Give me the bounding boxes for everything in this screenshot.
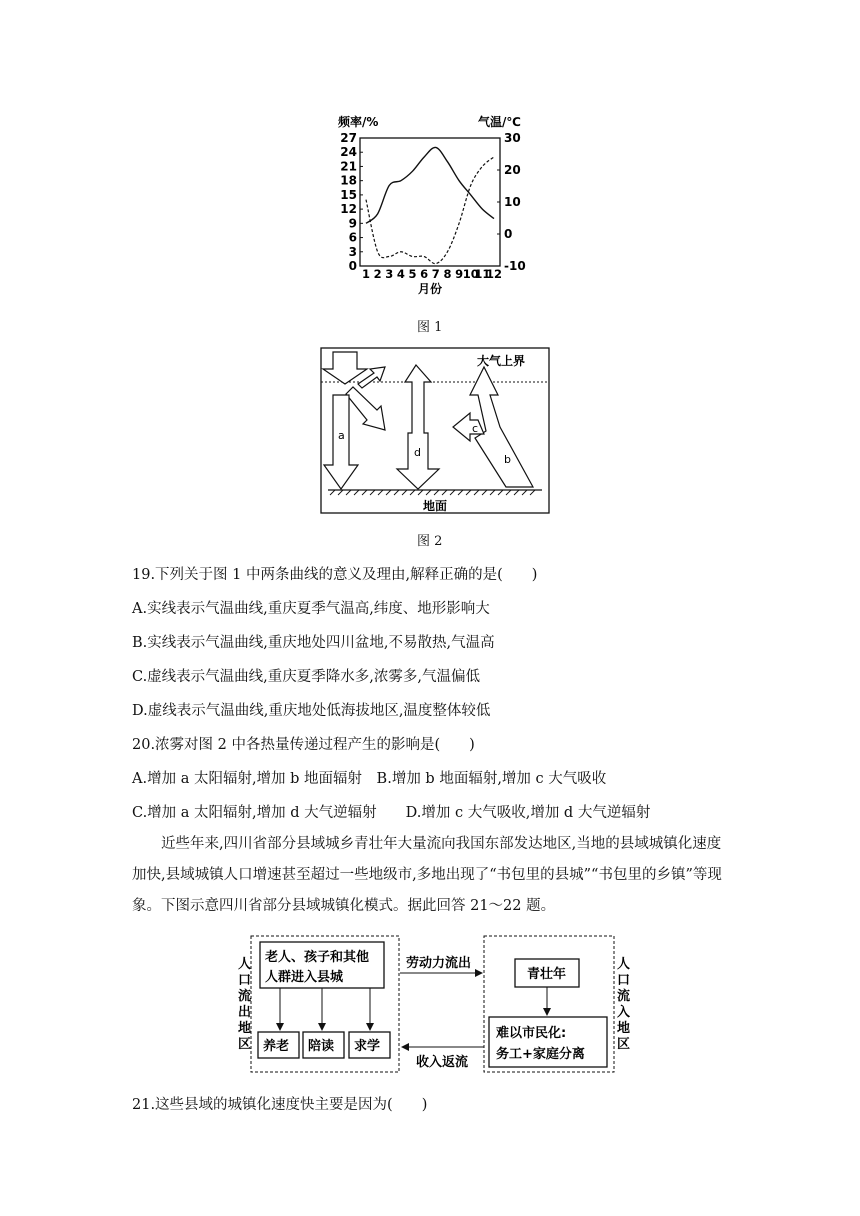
x-tick-label: 4: [396, 267, 405, 281]
right-axis-label: 气温/℃: [478, 115, 521, 129]
figure2-diagram: [320, 347, 550, 515]
atmosphere-top-label: 大气上界: [477, 354, 526, 368]
inflow-region-label: [617, 957, 630, 1052]
left-tick-label: 0: [348, 259, 357, 273]
left-tick-label: 18: [340, 173, 357, 188]
vertical-char: 地: [617, 1021, 631, 1036]
x-tick-label: 3: [385, 267, 394, 281]
x-tick-label: 2: [373, 267, 382, 281]
x-tick-label: 8: [443, 267, 452, 281]
left-axis-label: 频率/%: [338, 115, 379, 129]
ground-label: 地面: [423, 499, 448, 513]
elderly-children-line2: 人群进入县城: [265, 970, 344, 985]
elderly-care-label: 养老: [263, 1039, 290, 1054]
x-tick-label: 10: [462, 267, 479, 281]
plot-frame: [360, 138, 500, 266]
passage-text: 近些年来,四川省部分县域城乡青壮年大量流向我国东部发达地区,当地的县域城镇化速度加快,县域城镇人口增速甚至超过一些地级市,多地出现了“书包里的县城”“书包里的乡镇”等现象。下图示意四川省部分县域城镇化模式。据此回答 21～22 题。: [132, 836, 722, 914]
q19-option-b: B.实线表示气温曲线,重庆地处四川盆地,不易散热,气温高: [132, 635, 495, 651]
svg-text:人口流出地区: [238, 957, 251, 1052]
left-tick-label: 3: [348, 244, 357, 259]
vertical-char: 流: [238, 989, 252, 1004]
youth-label: 青壮年: [527, 967, 567, 982]
arrow-b-label: b: [504, 453, 511, 466]
arrow-d-atmospheric-counter-radiation: [397, 365, 439, 489]
income-return-label: 收入返流: [416, 1055, 469, 1070]
x-axis-label: 月份: [418, 282, 443, 296]
left-tick-label: 15: [340, 187, 357, 202]
arrow-c-label: c: [472, 422, 479, 435]
q21-stem: 21.这些县域的城镇化速度快主要是因为( ): [132, 1097, 428, 1113]
left-tick-label: 21: [340, 159, 357, 174]
left-tick-label: 12: [340, 202, 357, 217]
right-tick-label: 20: [504, 163, 521, 177]
q20-stem: 20.浓雾对图 2 中各热量传递过程产生的影响是( ): [132, 737, 475, 753]
q20-options-cd: C.增加 a 太阳辐射,增加 d 大气逆辐射 D.增加 c 大气吸收,增加 d 大气逆辐射: [132, 805, 651, 821]
city-integration-line2: 务工+家庭分离: [496, 1047, 585, 1062]
x-tick-label: 12: [485, 267, 503, 281]
q20-options-ab: A.增加 a 太阳辐射,增加 b 地面辐射 B.增加 b 地面辐射,增加 c 大气吸收: [132, 771, 607, 787]
figure2-caption: 图 2: [417, 534, 443, 549]
right-tick-label: -10: [504, 259, 526, 273]
left-tick-label: 24: [340, 145, 357, 160]
figure3-diagram: [220, 932, 640, 1080]
right-tick-label: 30: [504, 131, 521, 145]
solid-curve: [366, 147, 494, 223]
study-accompany-label: 陪读: [308, 1039, 335, 1054]
left-tick-label: 6: [348, 230, 357, 245]
schooling-label: 求学: [354, 1039, 381, 1054]
vertical-char: 区: [238, 1037, 252, 1052]
vertical-char: 人: [617, 957, 631, 972]
x-tick-label: 6: [420, 267, 429, 281]
vertical-char: 区: [617, 1037, 631, 1052]
arrow-d-label: d: [414, 446, 421, 459]
figure1-caption: 图 1: [417, 320, 443, 335]
city-integration-line1: 难以市民化:: [496, 1026, 567, 1041]
ground-hatch: [330, 490, 535, 495]
right-tick-label: 10: [504, 195, 521, 209]
dashed-curve: [366, 157, 494, 264]
labor-outflow-label: 劳动力流出: [406, 956, 472, 971]
x-tick-label: 11: [474, 267, 491, 281]
elderly-children-line1: 老人、孩子和其他: [265, 950, 370, 965]
scattered-arrow: [346, 387, 385, 430]
arrow-a-solar-radiation: [324, 395, 358, 489]
incoming-solar-arrow: [323, 352, 367, 384]
x-tick-label: 9: [455, 267, 464, 281]
x-tick-label: 7: [431, 267, 440, 281]
x-tick-label: 1: [361, 267, 371, 281]
q19-option-d: D.虚线表示气温曲线,重庆地处低海拔地区,温度整体较低: [132, 703, 491, 719]
vertical-char: 出: [238, 1005, 252, 1020]
vertical-char: 口: [617, 973, 631, 988]
arrow-a-label: a: [338, 429, 345, 442]
q19-option-a: A.实线表示气温曲线,重庆夏季气温高,纬度、地形影响大: [132, 601, 490, 617]
vertical-char: 口: [238, 973, 252, 988]
vertical-char: 人: [238, 957, 252, 972]
vertical-char: 入: [617, 1005, 631, 1020]
x-tick-label: 5: [408, 267, 417, 281]
right-tick-label: 0: [504, 227, 513, 241]
svg-text:人口流入地区: [617, 957, 630, 1052]
q19-stem: 19.下列关于图 1 中两条曲线的意义及理由,解释正确的是( ): [132, 567, 538, 583]
left-tick-label: 9: [348, 216, 357, 231]
figure1-chart: [320, 110, 540, 300]
q19-option-c: C.虚线表示气温曲线,重庆夏季降水多,浓雾多,气温偏低: [132, 669, 481, 685]
left-tick-label: 27: [340, 131, 357, 145]
vertical-char: 流: [617, 989, 631, 1004]
vertical-char: 地: [238, 1021, 252, 1036]
outflow-region-label: [238, 957, 251, 1052]
